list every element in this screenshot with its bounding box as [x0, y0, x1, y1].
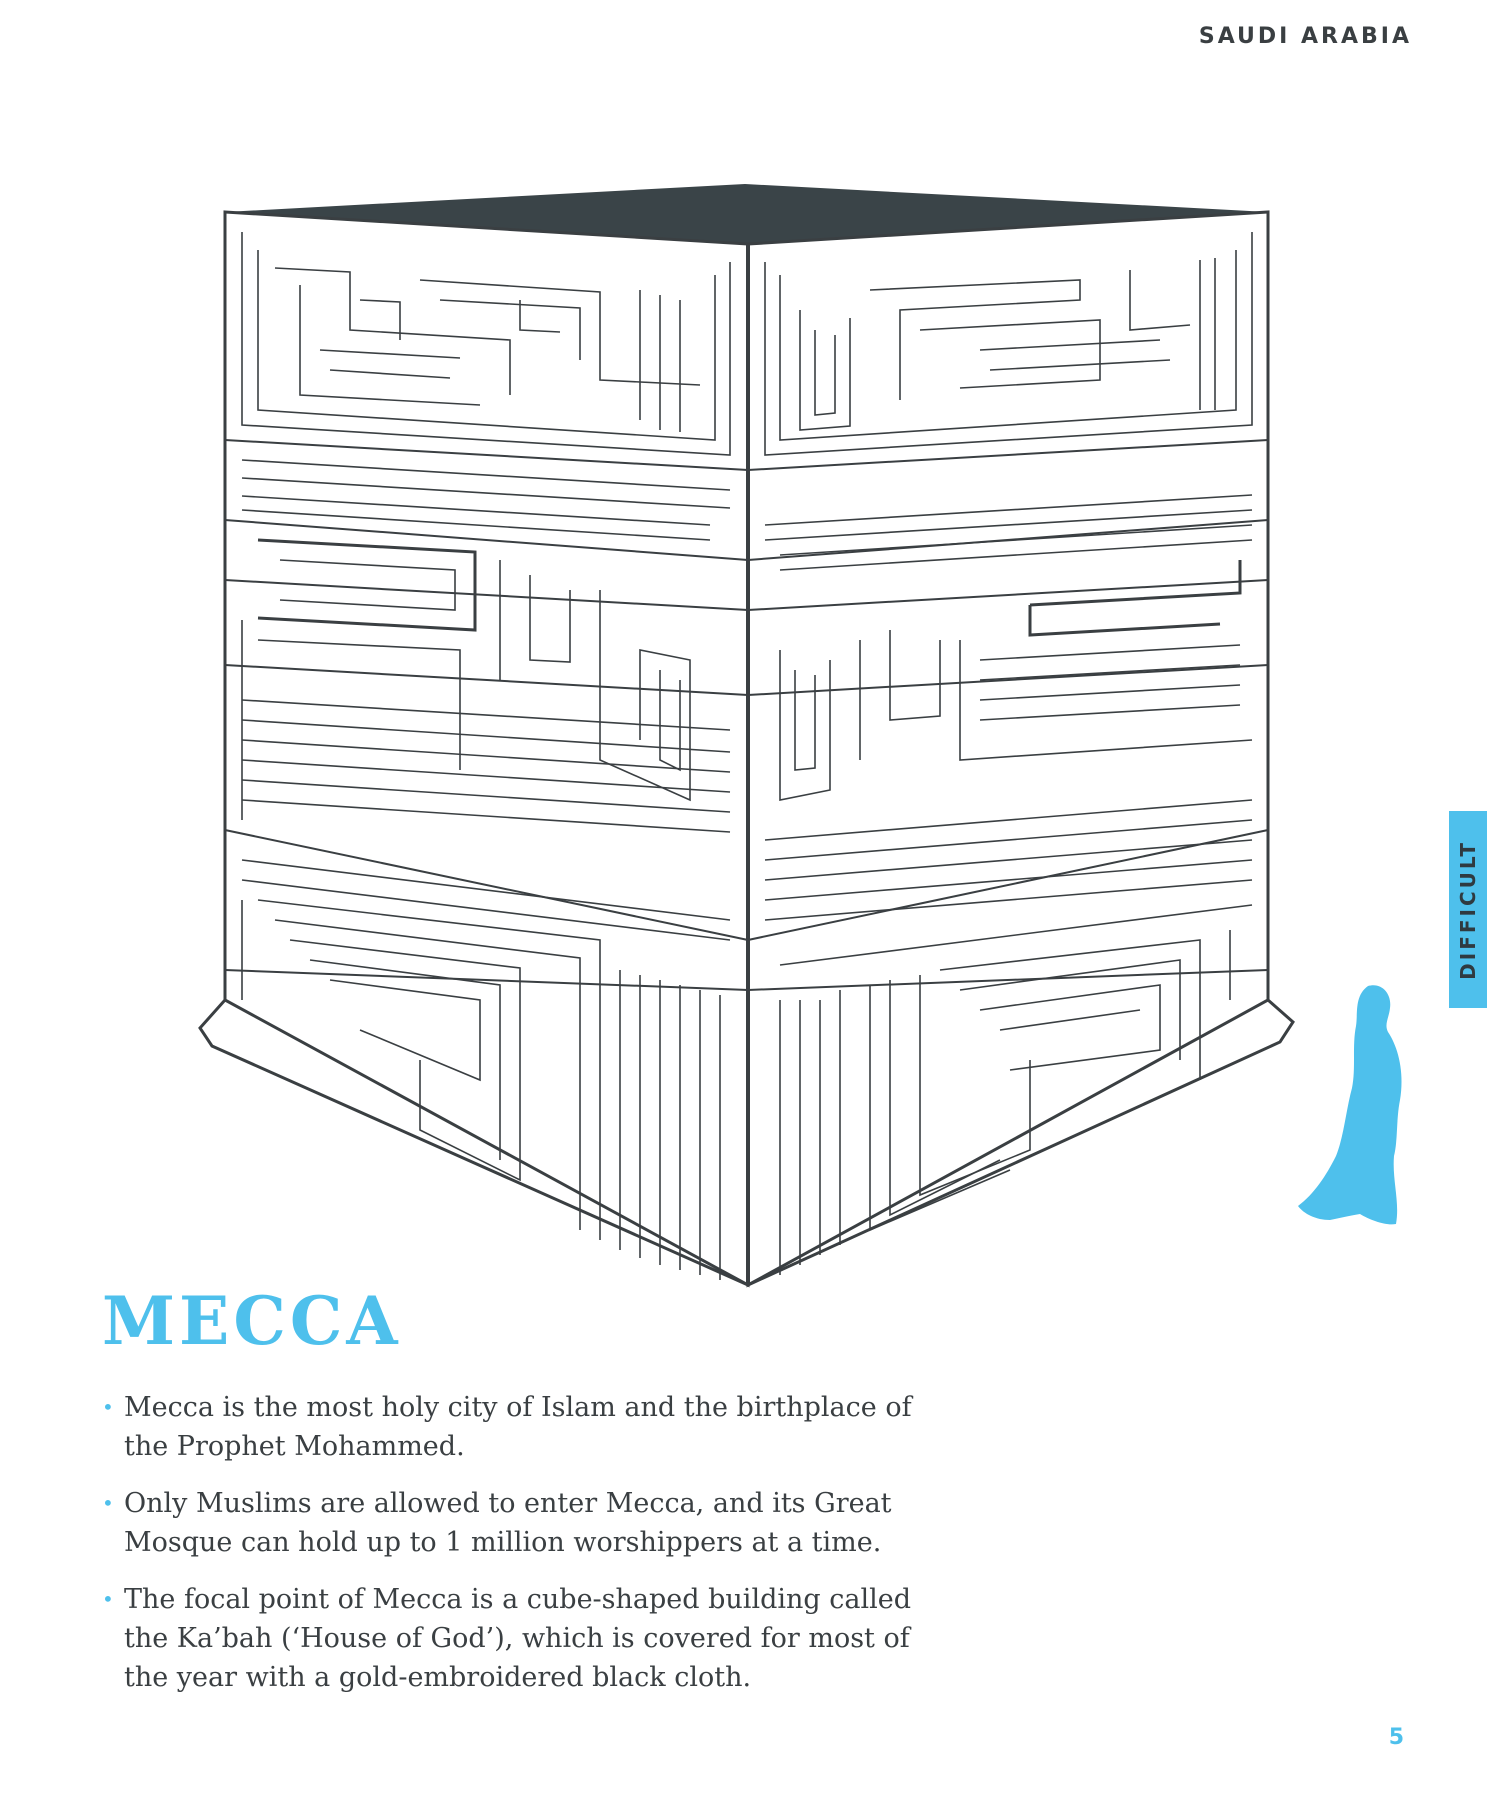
fact-text: Only Muslims are allowed to enter Mecca, and its Great Mosque can hold up to 1 million worshippers at a time. — [124, 1488, 892, 1558]
fact-item — [102, 1484, 962, 1562]
bullet-icon: • — [102, 1587, 114, 1611]
bullet-icon: • — [102, 1395, 114, 1419]
country-header: SAUDI ARABIA — [1198, 24, 1412, 49]
fact-item — [102, 1580, 962, 1697]
page-number: 5 — [1388, 1725, 1404, 1750]
kaaba-right-face — [748, 212, 1268, 1285]
article-title: MECCA — [102, 1282, 402, 1360]
bullet-icon: • — [102, 1491, 114, 1515]
fact-text: The focal point of Mecca is a cube-shaped building called the Ka’bah (‘House of God’), which is covered for most of the year with a gold-embroidered black cloth. — [124, 1584, 912, 1693]
difficulty-label: DIFFICULT — [1456, 839, 1480, 980]
fact-item — [102, 1388, 962, 1466]
pilgrim-silhouette-icon — [1296, 980, 1426, 1230]
fact-list — [102, 1388, 962, 1715]
fact-text: Mecca is the most holy city of Islam and the birthplace of the Prophet Mohammed. — [124, 1392, 912, 1462]
